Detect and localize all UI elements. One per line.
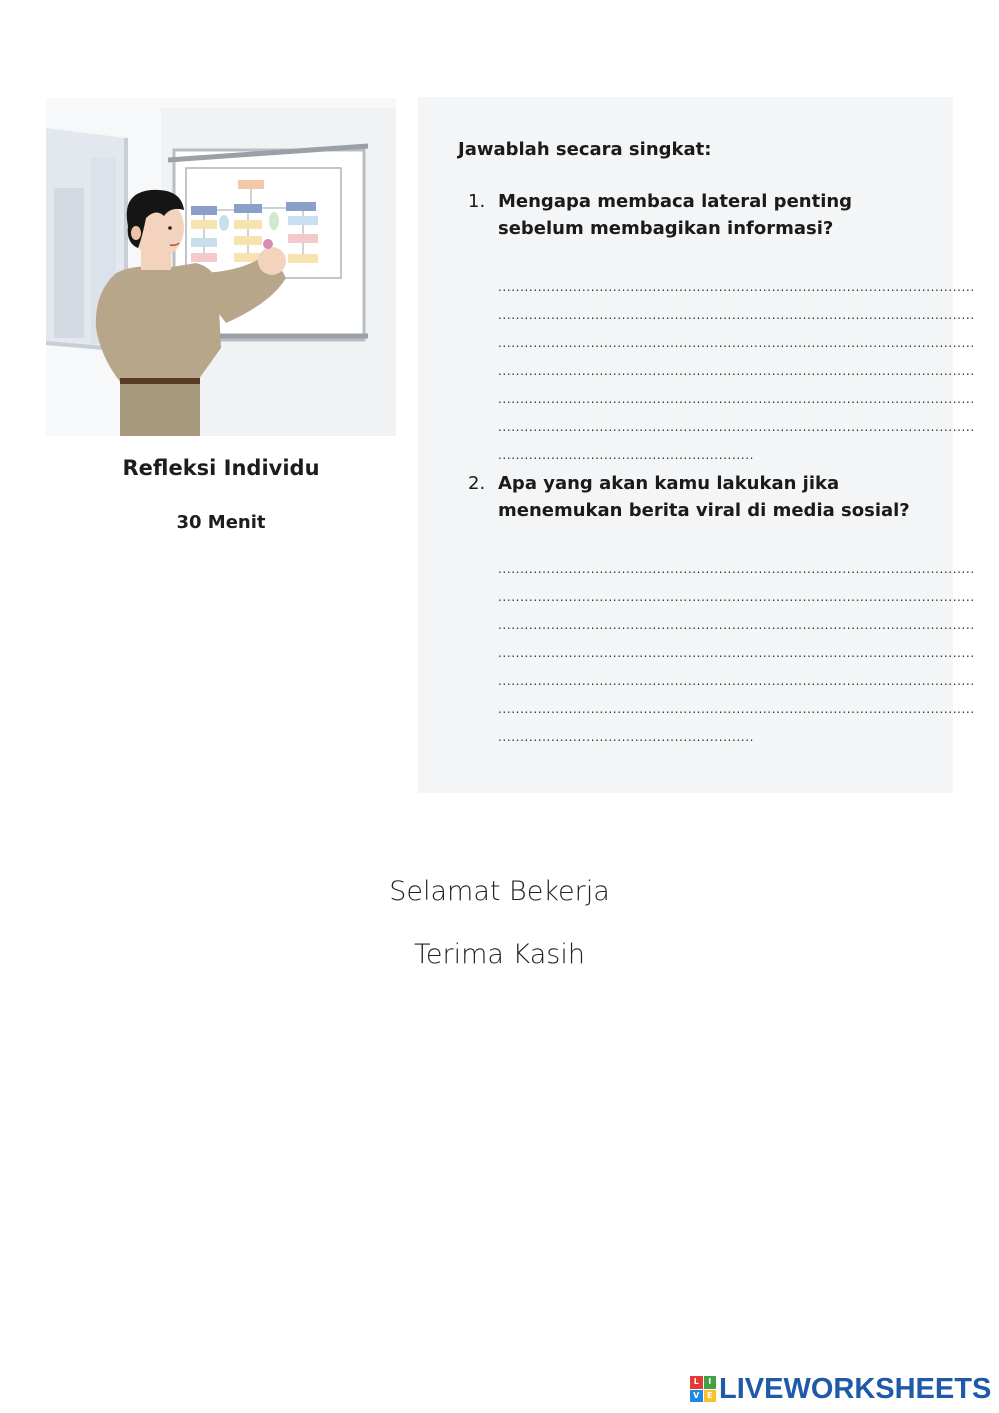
activity-title: Refleksi Individu <box>122 456 320 480</box>
question-text: Apa yang akan kamu lakukan jika menemukan berita viral di media sosial? <box>498 473 910 521</box>
liveworksheets-icon <box>690 1376 716 1402</box>
answer-area-2[interactable] <box>498 555 975 751</box>
answer-line[interactable]: ............................................................................................................ <box>498 618 975 632</box>
answer-area-1[interactable] <box>498 273 975 469</box>
answer-line[interactable]: ............................................................................................................ <box>498 702 975 716</box>
answer-line[interactable]: ............................................................................................................ <box>498 308 975 322</box>
answer-line[interactable]: ............................................................................................................ <box>498 336 975 350</box>
question-text: Mengapa membaca lateral penting sebelum membagikan informasi? <box>498 191 853 239</box>
brand-icon-letter: E <box>704 1390 717 1403</box>
brand-icon-letter: L <box>690 1376 703 1389</box>
question-panel <box>418 97 975 793</box>
answer-line[interactable]: ............................................................................................................ <box>498 420 975 434</box>
brand-icon-letter: I <box>704 1376 717 1389</box>
answer-line[interactable]: ............................................................................................................ <box>498 280 975 294</box>
answer-line[interactable]: ............................................................................................................ <box>498 364 975 378</box>
answer-line[interactable]: .......................................................... <box>498 730 755 744</box>
answer-line[interactable]: ............................................................................................................ <box>498 674 975 688</box>
instruction-text: Jawablah secara singkat: <box>458 139 712 160</box>
question-number: 1. <box>468 191 486 212</box>
brand-icon-letter: V <box>690 1390 703 1403</box>
man-presenting-flowchart-illustration <box>46 98 396 436</box>
activity-duration: 30 Menit <box>176 512 266 533</box>
closing-thanks: Terima Kasih <box>413 939 585 970</box>
closing-greeting: Selamat Bekerja <box>389 876 610 907</box>
answer-line[interactable]: ............................................................................................................ <box>498 590 975 604</box>
liveworksheets-logo[interactable] <box>690 1372 991 1406</box>
answer-line[interactable]: ............................................................................................................ <box>498 392 975 406</box>
answer-line[interactable]: ............................................................................................................ <box>498 562 975 576</box>
answer-line[interactable]: ............................................................................................................ <box>498 646 975 660</box>
question-number: 2. <box>468 473 486 494</box>
brand-name: LIVEWORKSHEETS <box>719 1372 992 1405</box>
answer-line[interactable]: .......................................................... <box>498 448 755 462</box>
